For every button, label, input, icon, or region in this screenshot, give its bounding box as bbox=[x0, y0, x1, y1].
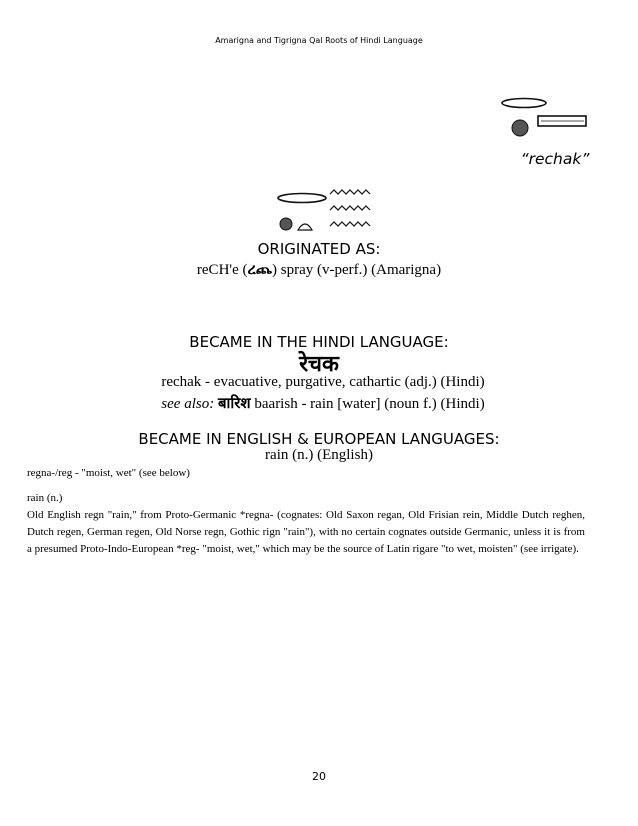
water-ripple-icon bbox=[330, 222, 370, 226]
originated-line bbox=[0, 261, 638, 279]
originated-heading: ORIGINATED AS: bbox=[257, 240, 381, 258]
loaf-glyph-icon bbox=[298, 224, 312, 230]
page-number: 20 bbox=[312, 770, 326, 783]
hindi-see-also bbox=[0, 393, 638, 413]
hindi-definition: rechak - evacuative, purgative, cathartic (adj.) (Hindi) bbox=[161, 374, 485, 390]
see-also-devanagari: बारिश bbox=[217, 396, 251, 412]
see-also-text: baarish - rain [water] (noun f.) (Hindi) bbox=[254, 396, 485, 412]
hieroglyph-water-group bbox=[272, 188, 382, 234]
glyph-transliteration: “rechak” bbox=[520, 150, 590, 168]
entry-heading: rain (n.) bbox=[27, 492, 63, 504]
water-ripple-icon bbox=[330, 190, 370, 194]
ethiopic-word: ረጨ bbox=[247, 262, 272, 278]
mouth-glyph-icon bbox=[278, 194, 326, 203]
running-header: Amarigna and Tigrigna Qal Roots of Hindi Language bbox=[215, 36, 423, 45]
root-line: regna-/reg - "moist, wet" (see below) bbox=[27, 467, 190, 479]
placenta-glyph-icon bbox=[280, 218, 292, 230]
water-ripple-icon bbox=[330, 206, 370, 210]
mouth-glyph-icon bbox=[502, 99, 546, 108]
placenta-glyph-icon bbox=[512, 120, 528, 136]
hieroglyph-rechak-top bbox=[498, 96, 598, 142]
originated-text-after: ) spray (v-perf.) (Amarigna) bbox=[272, 262, 442, 278]
originated-text-before: reCH'e ( bbox=[196, 262, 248, 278]
entry-body: Old English regn "rain," from Proto-Germanic *regna- (cognates: Old Saxon regan, Old Frisian rein, Middle Dutch reghen, Dutch regen, German regen, Old Norse regn, Gothic rign "rain"), with no certain cognates outside Germanic, unless it is from a presumed Proto-Indo-European *reg- "moist, wet," which may be the source of Latin rigare "to wet, moisten" (see irrigate). bbox=[27, 509, 585, 555]
hindi-heading: BECAME IN THE HINDI LANGUAGE: bbox=[189, 333, 449, 351]
hindi-word: रेचक bbox=[299, 351, 339, 376]
english-heading: BECAME IN ENGLISH & EUROPEAN LANGUAGES: bbox=[138, 430, 500, 448]
see-also-label: see also: bbox=[161, 396, 215, 412]
english-word: rain (n.) (English) bbox=[265, 447, 373, 463]
